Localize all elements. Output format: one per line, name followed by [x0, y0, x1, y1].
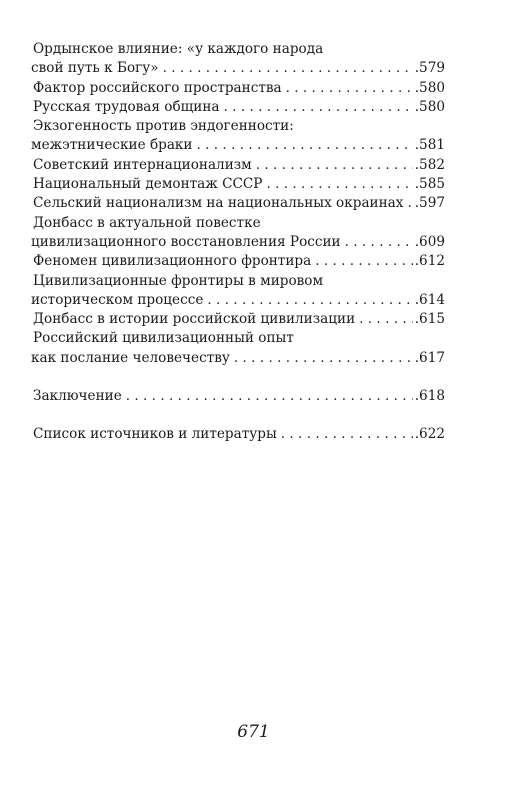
leader-dots — [315, 252, 413, 271]
toc-entry-line — [33, 252, 445, 271]
toc-entry[interactable] — [33, 98, 445, 117]
toc-entry[interactable] — [33, 214, 445, 253]
leader-dots — [407, 194, 412, 213]
toc-entry-title: Советский интернационализм — [33, 156, 252, 173]
toc-page-number: .580 — [414, 98, 445, 115]
spacer — [33, 368, 445, 387]
leader-dots — [163, 59, 413, 78]
toc-entry-line — [33, 272, 445, 291]
toc-entry-sources[interactable] — [33, 425, 445, 444]
page-number: 671 — [237, 722, 270, 742]
toc-page-number: .585 — [414, 176, 445, 193]
toc-entry-line — [33, 175, 445, 194]
toc-entry-line — [33, 156, 445, 175]
toc-entry[interactable] — [33, 329, 445, 368]
toc-entry-line — [33, 425, 445, 444]
leader-dots — [286, 79, 413, 98]
toc-entry-line — [33, 214, 445, 233]
leader-dots — [345, 233, 413, 252]
toc-entry-title: Национальный демонтаж СССР — [33, 176, 263, 193]
toc-entry-title: Российский цивилизационный опыт — [33, 330, 294, 347]
toc-entry-title: Донбасс в истории российской цивилизации — [33, 311, 356, 328]
toc-entry-title: Цивилизационные фронтиры в мировом — [33, 272, 324, 289]
toc-entry-title: Сельский национализм на национальных окраинах — [33, 195, 404, 212]
toc-entry[interactable] — [33, 156, 445, 175]
toc-entry-line — [31, 136, 445, 155]
leader-dots — [224, 98, 413, 117]
toc-entry-line — [33, 329, 445, 348]
toc-entry-line — [31, 349, 445, 368]
table-of-contents — [33, 40, 445, 445]
toc-entry-title: Ордынское влияние: «у каждого народа — [33, 41, 324, 57]
toc-page-number: .612 — [414, 253, 445, 270]
toc-entry[interactable] — [33, 310, 445, 329]
toc-page-number: .580 — [414, 79, 445, 96]
toc-page-number: .582 — [414, 156, 445, 173]
leader-dots — [359, 310, 413, 329]
toc-page-number: .597 — [414, 195, 445, 212]
leader-dots — [126, 387, 413, 406]
toc-page-number: .622 — [414, 426, 445, 443]
toc-entry[interactable] — [33, 252, 445, 271]
toc-page-number: .609 — [414, 233, 445, 250]
toc-entry-line — [33, 40, 445, 59]
toc-entry-title: свой путь к Богу» — [31, 60, 159, 77]
toc-entry-line — [33, 79, 445, 98]
leader-dots — [207, 291, 412, 310]
toc-entry-line — [31, 233, 445, 252]
toc-entry-conclusion[interactable] — [33, 387, 445, 406]
toc-page-number: .614 — [414, 291, 445, 308]
leader-dots — [256, 156, 413, 175]
toc-entry-title: межэтнические браки — [31, 137, 193, 154]
toc-entry-line — [33, 387, 445, 406]
toc-page-number: .579 — [414, 60, 445, 77]
toc-entry-title: историческом процессе — [31, 291, 204, 308]
toc-entry-line — [31, 291, 445, 310]
toc-entry[interactable] — [33, 272, 445, 311]
toc-page-number: .581 — [414, 137, 445, 154]
toc-entry-line — [33, 194, 445, 213]
toc-entry[interactable] — [33, 40, 445, 79]
toc-entry-title: Список источников и литературы — [33, 426, 277, 443]
toc-entry-title: Фактор российского пространства — [33, 79, 282, 96]
toc-entry[interactable] — [33, 175, 445, 194]
toc-entry-title: Донбасс в актуальной повестке — [33, 214, 261, 231]
spacer — [33, 406, 445, 425]
toc-entry-title: как послание человечеству — [31, 349, 230, 366]
toc-entry[interactable] — [33, 79, 445, 98]
leader-dots — [197, 136, 413, 155]
leader-dots — [266, 175, 412, 194]
toc-entry[interactable] — [33, 117, 445, 156]
toc-entry[interactable] — [33, 194, 445, 213]
leader-dots — [234, 349, 413, 368]
toc-entry-line — [31, 59, 445, 78]
toc-entry-title: цивилизационного восстановления России — [31, 233, 341, 250]
toc-entry-line — [33, 98, 445, 117]
toc-page-number: .617 — [414, 349, 445, 366]
toc-entry-title: Заключение — [33, 388, 122, 405]
toc-page-number: .618 — [414, 388, 445, 405]
toc-entry-title: Русская трудовая община — [33, 98, 220, 115]
toc-page-number: .615 — [414, 311, 445, 328]
toc-entry-line — [33, 117, 445, 136]
toc-entry-line — [33, 310, 445, 329]
toc-entry-title: Экзогенность против эндогенности: — [33, 118, 294, 135]
toc-entry-title: Феномен цивилизационного фронтира — [33, 253, 312, 270]
leader-dots — [281, 425, 413, 444]
